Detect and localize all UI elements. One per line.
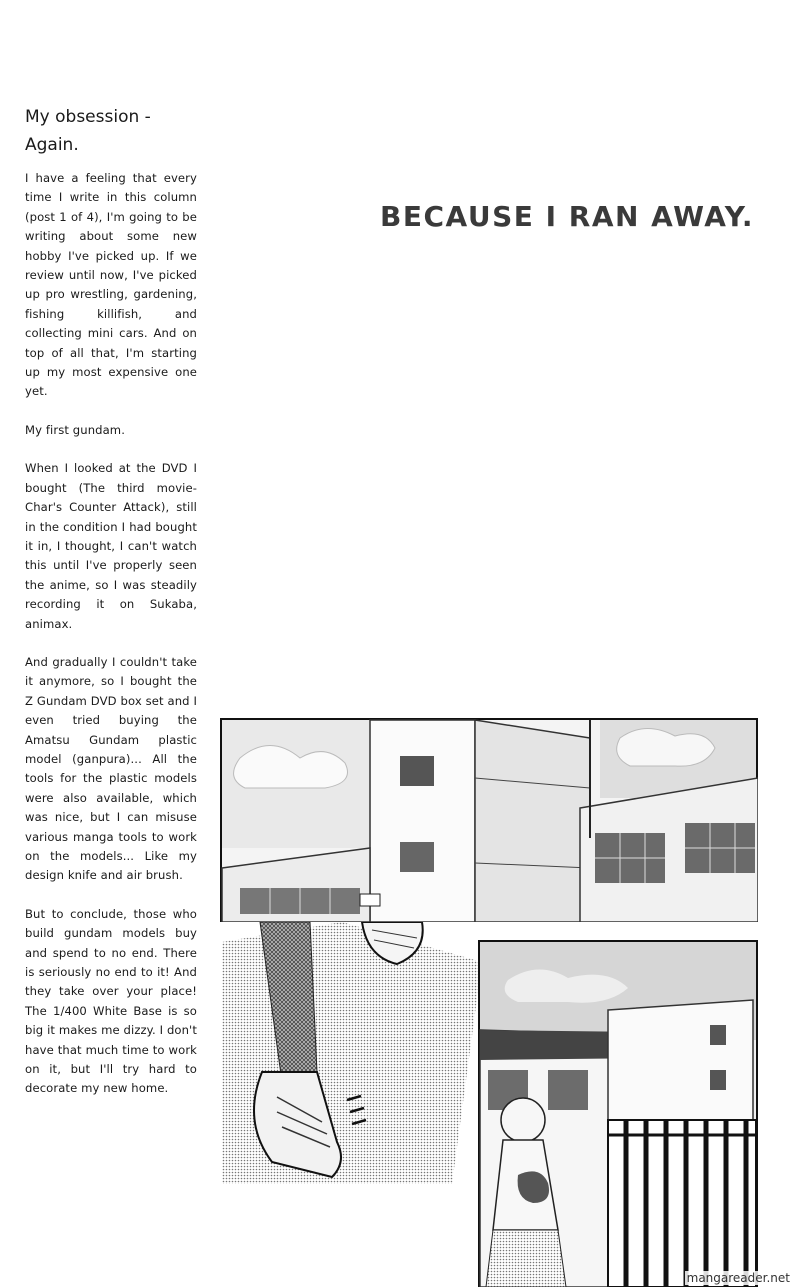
- school-gate-panel: [478, 940, 758, 1287]
- column-paragraph-5: But to conclude, those who build gundam models buy and spend to no end. There is seriously no end to it! And they take over your place! The 1/400 White Base is so big it makes me dizzy. I don't have that much time to work on it, but I'll try hard to decorate my new home.: [25, 906, 197, 1096]
- column-title-line2: Again.: [25, 135, 79, 155]
- running-legs-illustration: [222, 922, 484, 1184]
- column-paragraph-1: I have a feeling that every time I write in this column (post 1 of 4), I'm going to be writing about some new hobby I've picked up. If we review until now, I've picked up pro wrestling, gardening, fishing killifish, and collecting mini cars. And on top of all that, I'm starting up my most expensive one yet.: [25, 171, 197, 399]
- school-building-panel: [220, 718, 758, 922]
- author-column: [25, 103, 197, 1118]
- column-paragraph-4: And gradually I couldn't take it anymore, so I bought the Z Gundam DVD box set and I even tried buying the Amatsu Gundam plastic model (ganpura)... All the tools for the plastic models were also available, which was nice, but I can misuse various manga tools to work on the models... Like my design knife and air brush.: [25, 654, 197, 883]
- column-title: [25, 103, 197, 159]
- column-paragraph-2: My first gundam.: [25, 422, 125, 437]
- column-paragraph-3: When I looked at the DVD I bought (The third movie-Char's Counter Attack), still in the condition I had bought it in, I thought, I can't watch this until I've properly seen the anime, so I was steadily recording it on Sukaba, animax.: [25, 461, 197, 631]
- watermark: mangareader.net: [686, 1271, 790, 1285]
- column-title-line1: My obsession -: [25, 107, 151, 127]
- narration-caption: BECAUSE I RAN AWAY.: [380, 200, 754, 233]
